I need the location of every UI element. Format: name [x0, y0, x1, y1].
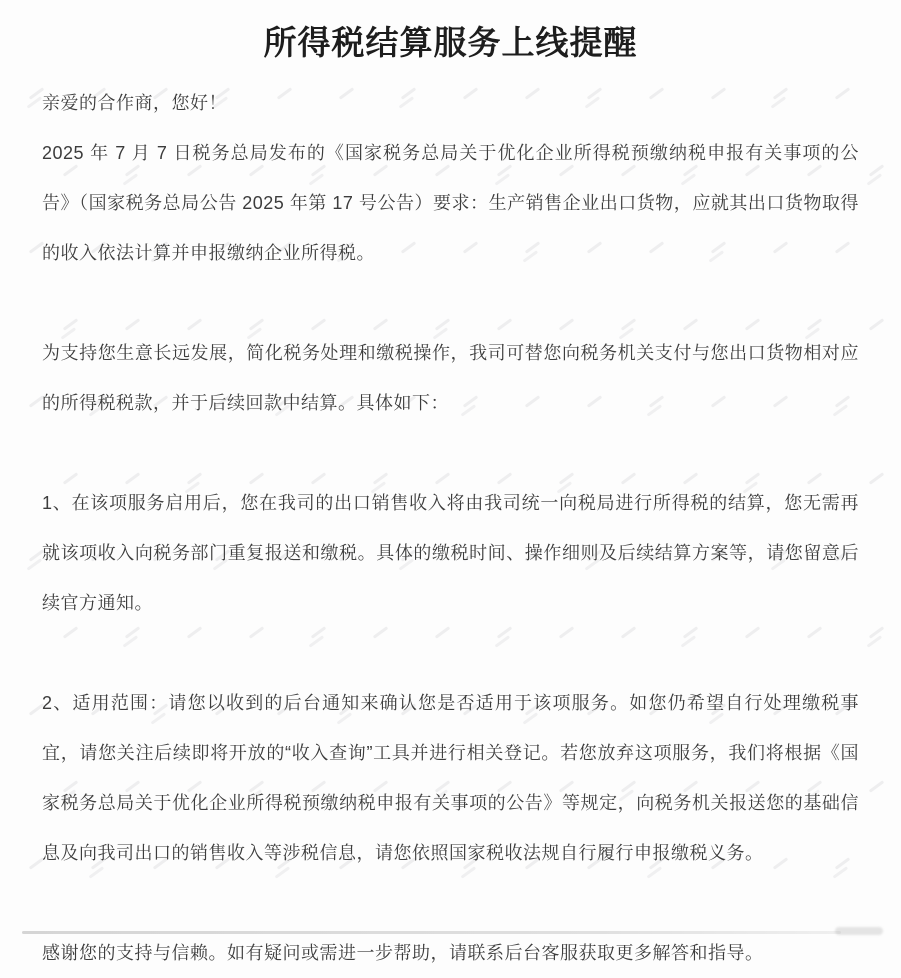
bottom-right-smudge	[835, 927, 883, 935]
closing-line: 感谢您的支持与信赖。如有疑问或需进一步帮助，请联系后台客服获取更多解答和指导。	[42, 943, 764, 963]
page-title: 所得税结算服务上线提醒	[263, 24, 638, 61]
notice-paragraph-service-intro: 为支持您生意长远发展，简化税务处理和缴税操作，我司可替您向税务机关支付与您出口货物相对应的所得税税款，并于后续回款中结算。具体如下：	[42, 343, 859, 413]
bottom-edge-artifact	[22, 931, 841, 934]
greeting-line: 亲爱的合作商，您好！	[42, 93, 227, 113]
notice-page	[0, 20, 901, 963]
notice-document	[0, 20, 901, 978]
notice-paragraph-announcement: 2025 年 7 月 7 日税务总局发布的《国家税务总局关于优化企业所得税预缴纳税申报有关事项的公告》（国家税务总局公告 2025 年第 17 号公告）要求：生产销售企业出口货物，应就其出口货物取得的收入依法计算并申报缴纳企业所得税。	[42, 143, 859, 263]
notice-paragraph-item-1: 1、在该项服务启用后，您在我司的出口销售收入将由我司统一向税局进行所得税的结算，您无需再就该项收入向税务部门重复报送和缴税。具体的缴税时间、操作细则及后续结算方案等，请您留意后续官方通知。	[42, 493, 859, 613]
notice-paragraph-item-2: 2、适用范围：请您以收到的后台通知来确认您是否适用于该项服务。如您仍希望自行处理缴税事宜，请您关注后续即将开放的“收入查询”工具并进行相关登记。若您放弃这项服务，我们将根据《国家税务总局关于优化企业所得税预缴纳税申报有关事项的公告》等规定，向税务机关报送您的基础信息及向我司出口的销售收入等涉税信息，请您依照国家税收法规自行履行申报缴税义务。	[42, 693, 859, 863]
